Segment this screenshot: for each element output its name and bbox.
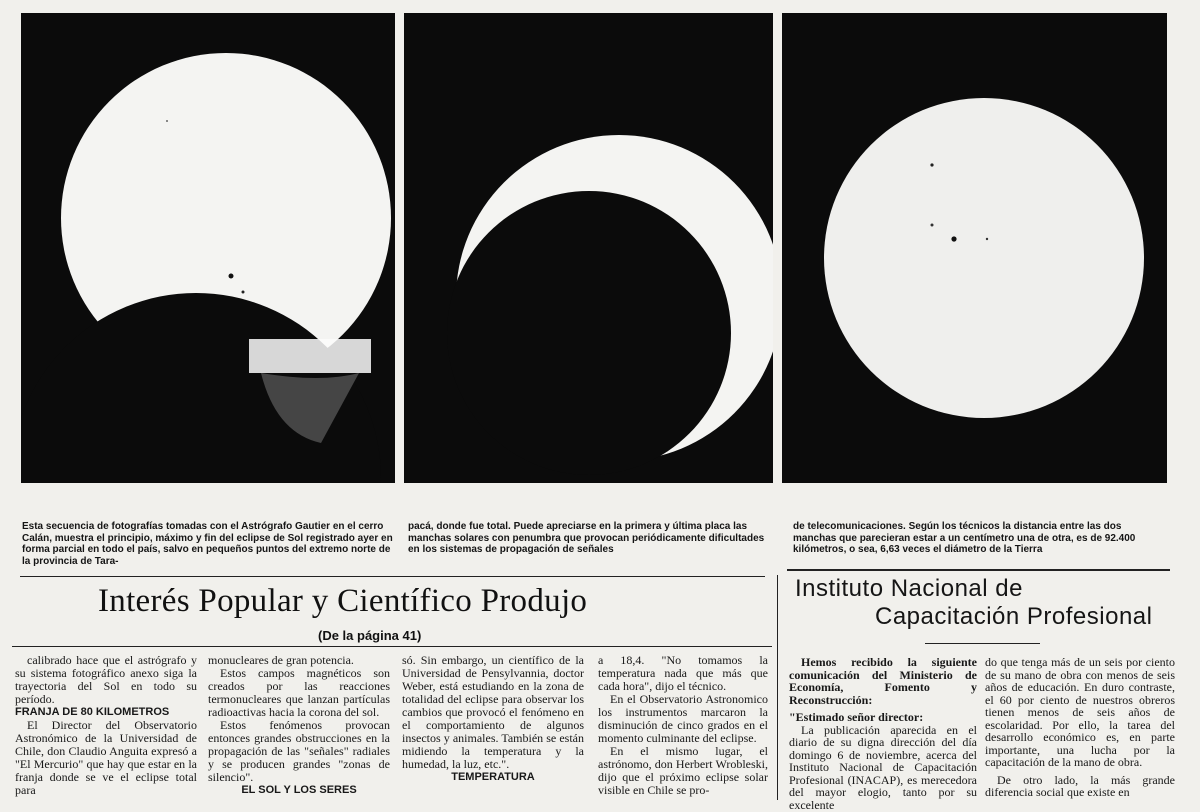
eclipse-photo-maximum bbox=[404, 13, 773, 483]
box-column-1 bbox=[789, 656, 977, 811]
paragraph: do que tenga más de un seis por ciento de su mano de obra con menos de seis años de educación. En duro contraste, el 60 por ciento de nuestros obreros tienen menos de seis años de escolaridad. Por ello, la tarea del desarrollo económico es, en parte importante, una lucha por la capacitación de la mano de obra. bbox=[985, 655, 1175, 769]
caption-divider bbox=[20, 576, 765, 577]
paragraph: Hemos recibido la siguiente comunicación del Ministerio de Economía, Fomento y Reconstrucción: bbox=[789, 655, 977, 707]
paragraph: calibrado hace que el astrógrafo y su sistema fotográfico anexo siga la trayectoria del Sol en todo su período. bbox=[15, 653, 197, 706]
box-title-line1: Instituto Nacional de bbox=[795, 575, 1023, 602]
eclipse-end-image bbox=[782, 13, 1167, 483]
article-column-1 bbox=[15, 654, 197, 797]
paragraph: El Director del Observatorio Astronómico de la Universidad de Chile, don Claudio Anguita expresó a "El Mercurio" que hay que estar en la franja donde se ve el eclipse total para bbox=[15, 718, 197, 797]
paragraph: En el Observatorio Astronomico los instrumentos marcaron la disminución de cinco grados en el momento culminante del eclipse. bbox=[598, 692, 768, 745]
box-top-rule bbox=[787, 569, 1170, 571]
paragraph: só. Sin embargo, un científico de la Universidad de Pensylvannia, doctor Weber, está estudiando en la zona de totalidad del eclipse para observar los cambios que provocó el fenómeno en el comportamiento de algunos insectos y animales. También se están midiendo la temperatura y la humedad, la luz, etc.". bbox=[402, 653, 584, 771]
column-divider bbox=[777, 575, 778, 800]
subheading: FRANJA DE 80 KILOMETROS bbox=[15, 706, 170, 718]
article-column-2 bbox=[208, 654, 390, 797]
box-title-rule bbox=[925, 643, 1040, 644]
subheading: EL SOL Y LOS SERES bbox=[241, 784, 357, 796]
article-subhead: (De la página 41) bbox=[318, 628, 422, 643]
paragraph: De otro lado, la más grande diferencia social que existe en bbox=[985, 772, 1175, 799]
eclipse-beginning-image bbox=[21, 13, 395, 483]
eclipse-photo-beginning bbox=[21, 13, 395, 483]
article-column-3 bbox=[402, 654, 584, 784]
subheading: TEMPERATURA bbox=[451, 771, 535, 783]
paragraph: Estos fenómenos provocan entonces grandes obstrucciones en la propagación de las "señales" radiales y se producen grandes "zonas de silencio". bbox=[208, 718, 390, 784]
paragraph: En el mismo lugar, el astrónomo, don Herbert Wrobleski, dijo que el próximo eclipse solar visible en Chile se pro- bbox=[598, 744, 768, 797]
paragraph: Estos campos magnéticos son creados por las reacciones termonucleares que lanzan partículas radioactivas hacia la corona del sol. bbox=[208, 666, 390, 719]
photo-caption-part1: Esta secuencia de fotografías tomadas con el Astrógrafo Gautier en el cerro Calán, muestra el principio, máximo y fin del eclipse de Sol registrado ayer en forma parcial en todo el país, salvo en pequeños puntos del extremo norte de la provincia de Tara- bbox=[22, 521, 393, 567]
paragraph: a 18,4. "No tomamos la temperatura nada que más que cada hora", dijo el técnico. bbox=[598, 653, 768, 693]
paragraph: "Estimado señor director: bbox=[789, 710, 924, 724]
box-title-line2: Capacitación Profesional bbox=[875, 603, 1153, 630]
paragraph: monucleares de gran potencia. bbox=[208, 653, 354, 667]
subhead-rule bbox=[12, 646, 772, 647]
photo-caption-part2: pacá, donde fue total. Puede apreciarse en la primera y última placa las manchas solares con penumbra que provocan periódicamente dificultades en los sistemas de propagación de señales bbox=[408, 521, 765, 555]
photo-caption-part3: de telecomunicaciones. Según los técnicos la distancia entre las dos manchas que parecieran estar a un centímetro una de otra, es de 92.400 kilómetros, o sea, 6,63 veces el diámetro de la Tierra bbox=[793, 521, 1136, 555]
article-headline: Interés Popular y Científico Produjo bbox=[98, 583, 588, 619]
eclipse-photo-end bbox=[782, 13, 1167, 483]
article-column-4 bbox=[598, 654, 768, 797]
eclipse-maximum-image bbox=[404, 13, 773, 483]
paragraph: La publicación aparecida en el diario de su digna dirección del día domingo 6 de noviembre, acerca del Instituto Nacional de Capacitación Profesional (INACAP), es merecedora del mayor elogio, tanto por su excelente bbox=[789, 722, 977, 812]
box-column-2 bbox=[985, 656, 1175, 799]
